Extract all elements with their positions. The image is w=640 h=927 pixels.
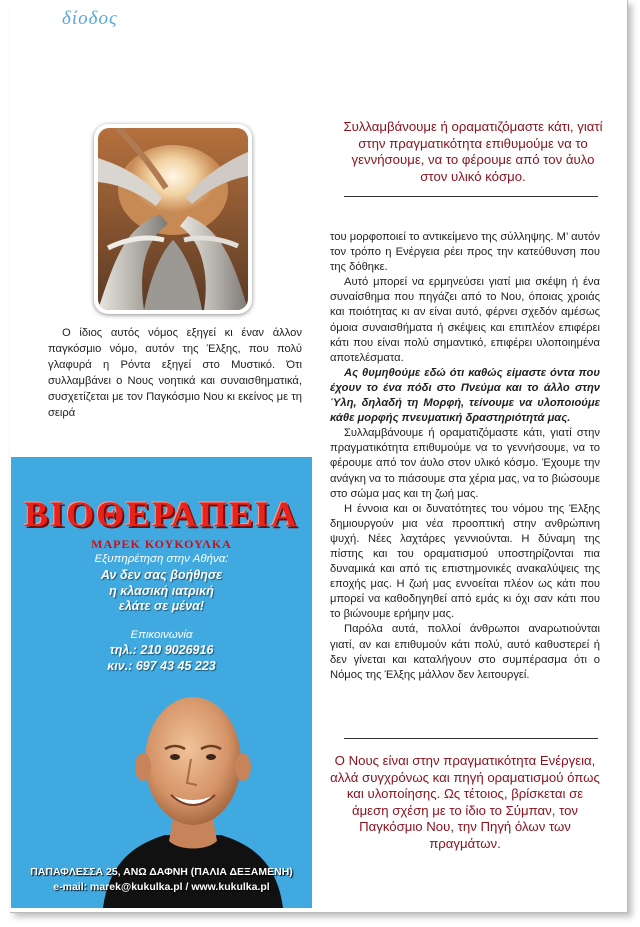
divider-top [344,196,598,197]
paragraph: Η έννοια και οι δυνατότητες του νόμου της Έλξης δημιουργούν μια νέα προοπτική στην ανθρώπινη ψυχή. Νέες λαχτάρες γεννιούνται. Η δύναμη της πίστης και του οραματισμού υποστηρίζονται πια δυναμικά και από τις επιστημονικές ανακαλύψεις της εποχής μας. Η ζωή μας εννοείται πλέον ως κάτι που μπορεί να καθοδηγηθεί από εμάς κι όχι σαν κάτι που το βιώνουμε ερήμην μας. [330,502,600,621]
paragraph: Αυτό μπορεί να ερμηνεύσει γιατί μια σκέψη ή ένα συναίσθημα που πηγάζει από το Νου, όποιας χροιάς και ποιότητας κι αν είναι αυτό, φέρνει σχεδόν αμέσως όμοια συναισθήματα ή σκέψεις και επιπλέον επιφέρει κάτι που είναι πολύ σημαντικό, επιφέρει υλοποιημένα αποτελέσματα. [330,276,600,364]
magazine-logo: δίοδος [62,8,118,29]
pull-quote-bottom: Ο Νους είναι στην πραγματικότητα Ενέργεια, αλλά συγχρόνως και πηγή οραματισμού όπως και υλοποίησης. Ως τέτοιος, βρίσκεται σε άμεση σχέση με το ίδιο το Σύμπαν, τον Παγκόσμιο Νου, την Πηγή όλων των πραγμάτων. [330,753,600,851]
article-photo [94,124,252,314]
ad-slogan-line: Αν δεν σας βοήθησε [100,568,223,582]
ad-slogan [11,568,312,615]
ad-phone: τηλ.: 210 9026916 [109,643,214,657]
ad-name: ΜΑΡΕΚ ΚΟΥΚΟΥΛΚΑ [91,537,232,551]
ad-slogan-line: η κλασική ιατρική [109,583,214,598]
right-column [330,230,600,683]
ad-mobile: κιν.: 697 43 45 223 [107,658,216,673]
ad-contact-label: Επικοινωνία [130,629,193,641]
emphasized-paragraph: Ας θυμηθούμε εδώ ότι καθώς είμαστε όντα που έχουν το ένα πόδι στο Πνεύμα και το άλλο στην Ύλη, δηλαδή τη Μορφή, τείνουμε να υλοποιούμε κάθε μορφής πνευματική δραστηριότητά μας. [330,366,600,425]
ad-slogan-line: ελάτε σε μένα! [118,599,205,613]
paragraph: Συλλαμβάνουμε ή οραματιζόμαστε κάτι, γιατί στην πραγματικότητα επιθυμούμε να το γεννήσουμε, να το φέρουμε από τον άυλο στον υλικό κόσμο. Έχουμε την ανάγκη να το πιάσουμε στα χέρια μας, να το βιώσουμε στο σώμα μας και τη ζωή μας. [330,427,600,500]
ad-address: ΠΑΠΑΦΛΕΣΣΑ 25, ΑΝΩ ΔΑΦΝΗ (ΠΑΛΙΑ ΔΕΞΑΜΕΝΗ) [30,866,293,878]
ad-web-contact: e-mail: marek@kukulka.pl / www.kukulka.pl [53,881,270,893]
ad-title: ΒΙΟΘΕΡΑΠΕΙΑ [24,494,299,534]
paragraph: του μορφοποιεί το αντικείμενο της σύλληψης. Μ’ αυτόν τον τρόπο η Ενέργεια ρέει προς την κατεύθυνση που της δόθηκε. [330,231,600,274]
ad-service-label: Εξυπηρέτηση στην Αθήνα: [94,553,229,565]
advertisement [11,457,312,908]
ad-phones [11,643,312,674]
pull-quote-top: Συλλαμβάνουμε ή οραματιζόμαστε κάτι, γιατί στην πραγματικότητα επιθυμούμε να το γεννήσουμε, να το φέρουμε από τον άυλο στον υλικό κόσμο. [343,119,603,184]
architecture-illustration [98,128,248,310]
divider-bottom [344,738,598,739]
paragraph: Παρόλα αυτά, πολλοί άνθρωποι αναρωτιούνται γιατί, αν και επιθυμούν κάτι πολύ, αυτό καθυστερεί ή δεν γίνεται και καταλήγουν στο συμπέρασμα ότι ο Νόμος της Έλξης μάλλον δεν λειτουργεί. [330,623,600,681]
left-column-paragraph: Ο ίδιος αυτός νόμος εξηγεί κι έναν άλλον παγκόσμιο νόμο, αυτόν της Έλξης, που πολύ γλαφυρά η Ρόντα εξηγεί στο Μυστικό. Ότι συλλαμβάνει ο Νους νοητικά και συναισθηματικά, συσχετίζεται με τον Παγκόσμιο Νου κι εκείνος με τη σειρά [48,327,302,419]
